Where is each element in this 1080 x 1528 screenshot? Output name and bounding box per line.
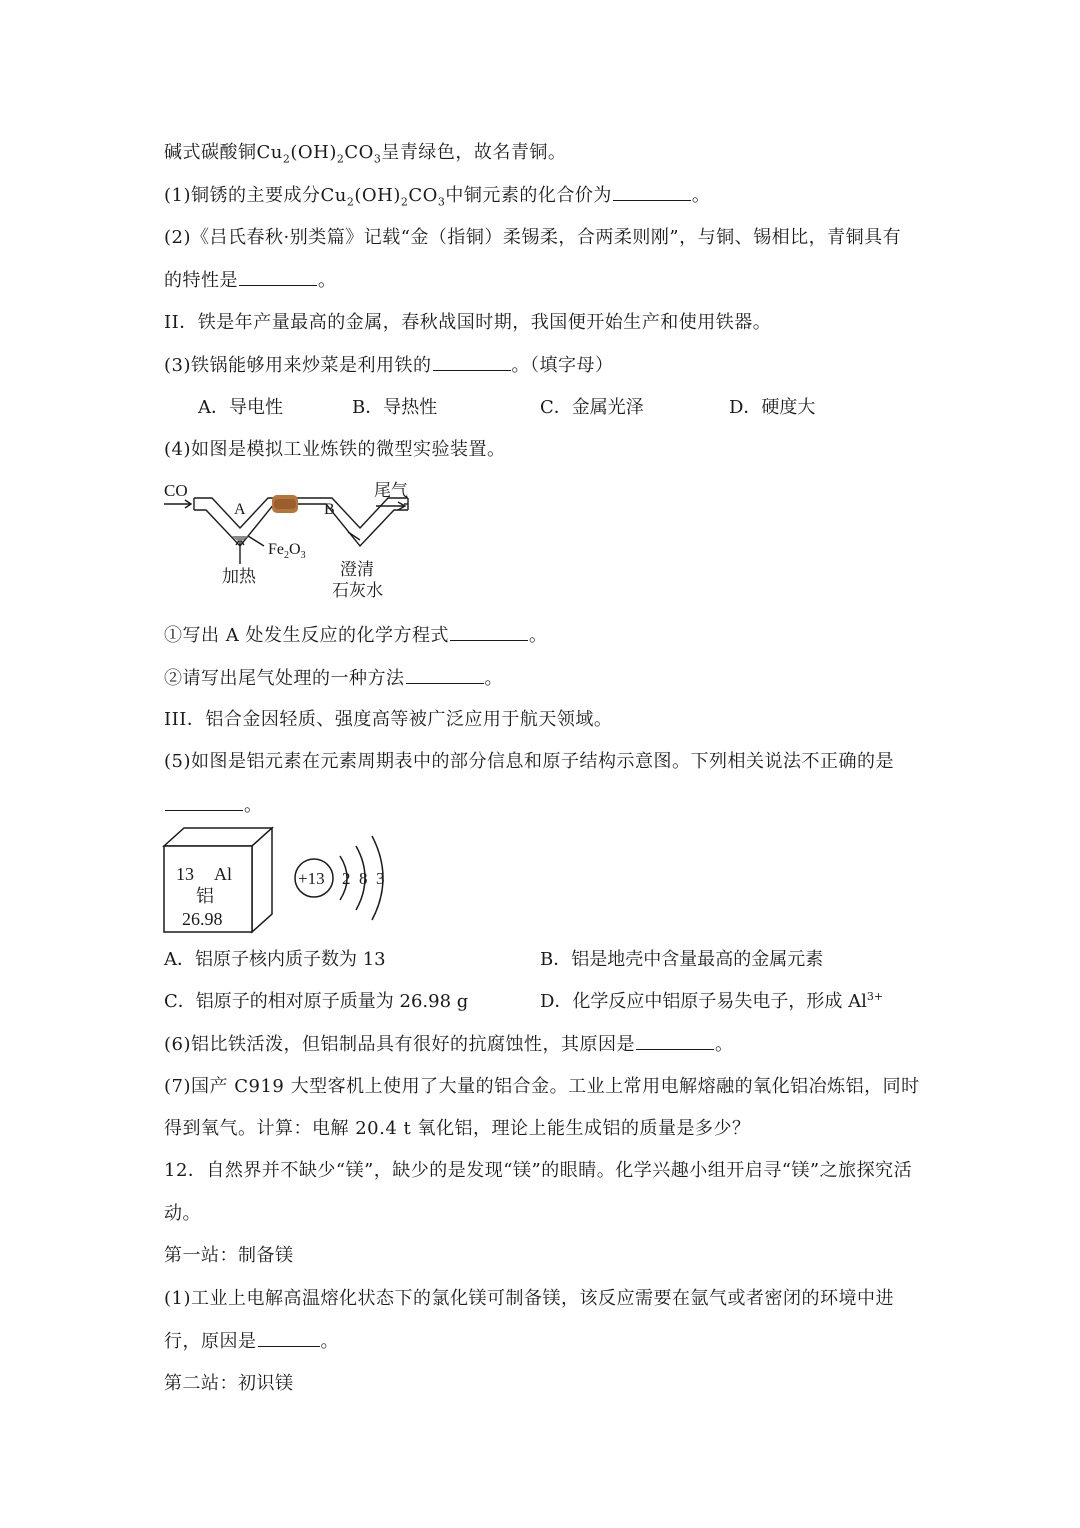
tail-gas-label: 尾气	[374, 481, 408, 500]
q3-option-c: C．金属光泽	[540, 397, 644, 418]
aluminum-element-diagram	[160, 826, 400, 940]
heat-label: 加热	[222, 567, 256, 586]
q3-option-b: B．导热性	[352, 397, 438, 418]
question-7: (7)国产 C919 大型客机上使用了大量的铝合金。工业上常用电解熔融的氧化铝冶炼铝，同时	[164, 1076, 920, 1097]
station-1-heading: 第一站：制备镁	[164, 1245, 294, 1266]
shell-2-electrons: 8	[359, 869, 368, 888]
question-2: (2)《吕氏春秋·别类篇》记载“金（指铜）柔锡柔，合两柔则刚”，与铜、锡相比，青铜具有	[164, 227, 902, 248]
q5-option-b: B．铝是地壳中含量最高的金属元素	[540, 949, 824, 970]
question-3: (3)铁锅能够用来炒菜是利用铁的 。（填字母）	[164, 352, 614, 379]
question-2-cont: 的特性是 。	[164, 267, 337, 294]
question-7-cont: 得到氧气。计算：电解 20.4 t 氧化铝，理论上能生成铝的质量是多少？	[164, 1118, 751, 1139]
q5-option-c: C．铝原子的相对原子质量为 26.98 g	[164, 991, 469, 1012]
answer-blank[interactable]	[433, 352, 511, 371]
section-3-heading: III．铝合金因轻质、强度高等被广泛应用于航天领域。	[164, 709, 613, 730]
q5-option-d: D．化学反应中铝原子易失电子，形成 $Al^{3+}$	[540, 990, 884, 1012]
section-2-heading: II．铁是年产量最高的金属，春秋战国时期，我国便开始生产和使用铁器。	[164, 312, 772, 333]
intro-line: 碱式碳酸铜$Cu_2(OH)_2CO_3$呈青绿色，故名青铜。	[164, 142, 567, 166]
question-4: (4)如图是模拟工业炼铁的微型实验装置。	[164, 439, 506, 460]
shell-3-electrons: 3	[376, 869, 385, 888]
question-1: (1)铜锈的主要成分$Cu_2(OH)_2CO_3$中铜元素的化合价为 。	[164, 182, 710, 209]
q5-option-a: A．铝原子核内质子数为 13	[164, 949, 386, 970]
question-4-1: ①写出 A 处发生反应的化学方程式 。	[164, 622, 547, 649]
question-5-blank-line: 。	[164, 792, 263, 819]
answer-blank[interactable]	[258, 1328, 320, 1347]
question-5: (5)如图是铝元素在元素周期表中的部分信息和原子结构示意图。下列相关说法不正确的是	[164, 751, 894, 772]
question-6: (6)铝比铁活泼，但铝制品具有很好的抗腐蚀性，其原因是 。	[164, 1031, 734, 1058]
atomic-mass: 26.98	[182, 909, 223, 929]
mg-question-1-cont: 行，原因是 。	[164, 1328, 339, 1355]
answer-blank[interactable]	[450, 622, 528, 641]
limewater-label-1: 澄清	[340, 560, 374, 579]
answer-blank[interactable]	[406, 665, 484, 684]
fe2o3-label: $Fe_2O_3$	[268, 541, 306, 561]
copper-formula: $Cu_2(OH)_2CO_3$	[256, 142, 382, 166]
shell-1-electrons: 2	[342, 869, 351, 888]
q3-option-d: D．硬度大	[729, 397, 816, 418]
question-12: 12．自然界并不缺少“镁”，缺少的是发现“镁”的眼睛。化学兴趣小组开启寻“镁”之旅探究活	[164, 1160, 913, 1181]
answer-blank[interactable]	[636, 1031, 714, 1050]
q3-option-a: A．导电性	[198, 397, 283, 418]
atomic-number: 13	[176, 864, 194, 884]
question-12-cont: 动。	[164, 1203, 201, 1224]
co-label: CO	[164, 481, 188, 500]
station-2-heading: 第二站：初识镁	[164, 1373, 294, 1394]
limewater-label-2: 石灰水	[332, 581, 383, 600]
element-symbol: Al	[214, 864, 232, 884]
answer-blank[interactable]	[239, 267, 317, 286]
mg-question-1: (1)工业上电解高温熔化状态下的氯化镁可制备镁，该反应需要在氩气或者密闭的环境中进	[164, 1288, 894, 1309]
question-4-2: ②请写出尾气处理的一种方法 。	[164, 665, 503, 692]
answer-blank[interactable]	[165, 792, 243, 811]
ironmaking-apparatus-diagram	[160, 474, 430, 604]
answer-blank[interactable]	[613, 182, 691, 201]
label-a: A	[234, 501, 246, 518]
glass-tube-outer	[194, 498, 408, 528]
nuclear-charge: +13	[298, 869, 325, 888]
copper-formula: $Cu_2(OH)_2CO_3$	[320, 185, 446, 209]
element-name: 铝	[196, 886, 214, 906]
label-b: B	[324, 501, 335, 518]
